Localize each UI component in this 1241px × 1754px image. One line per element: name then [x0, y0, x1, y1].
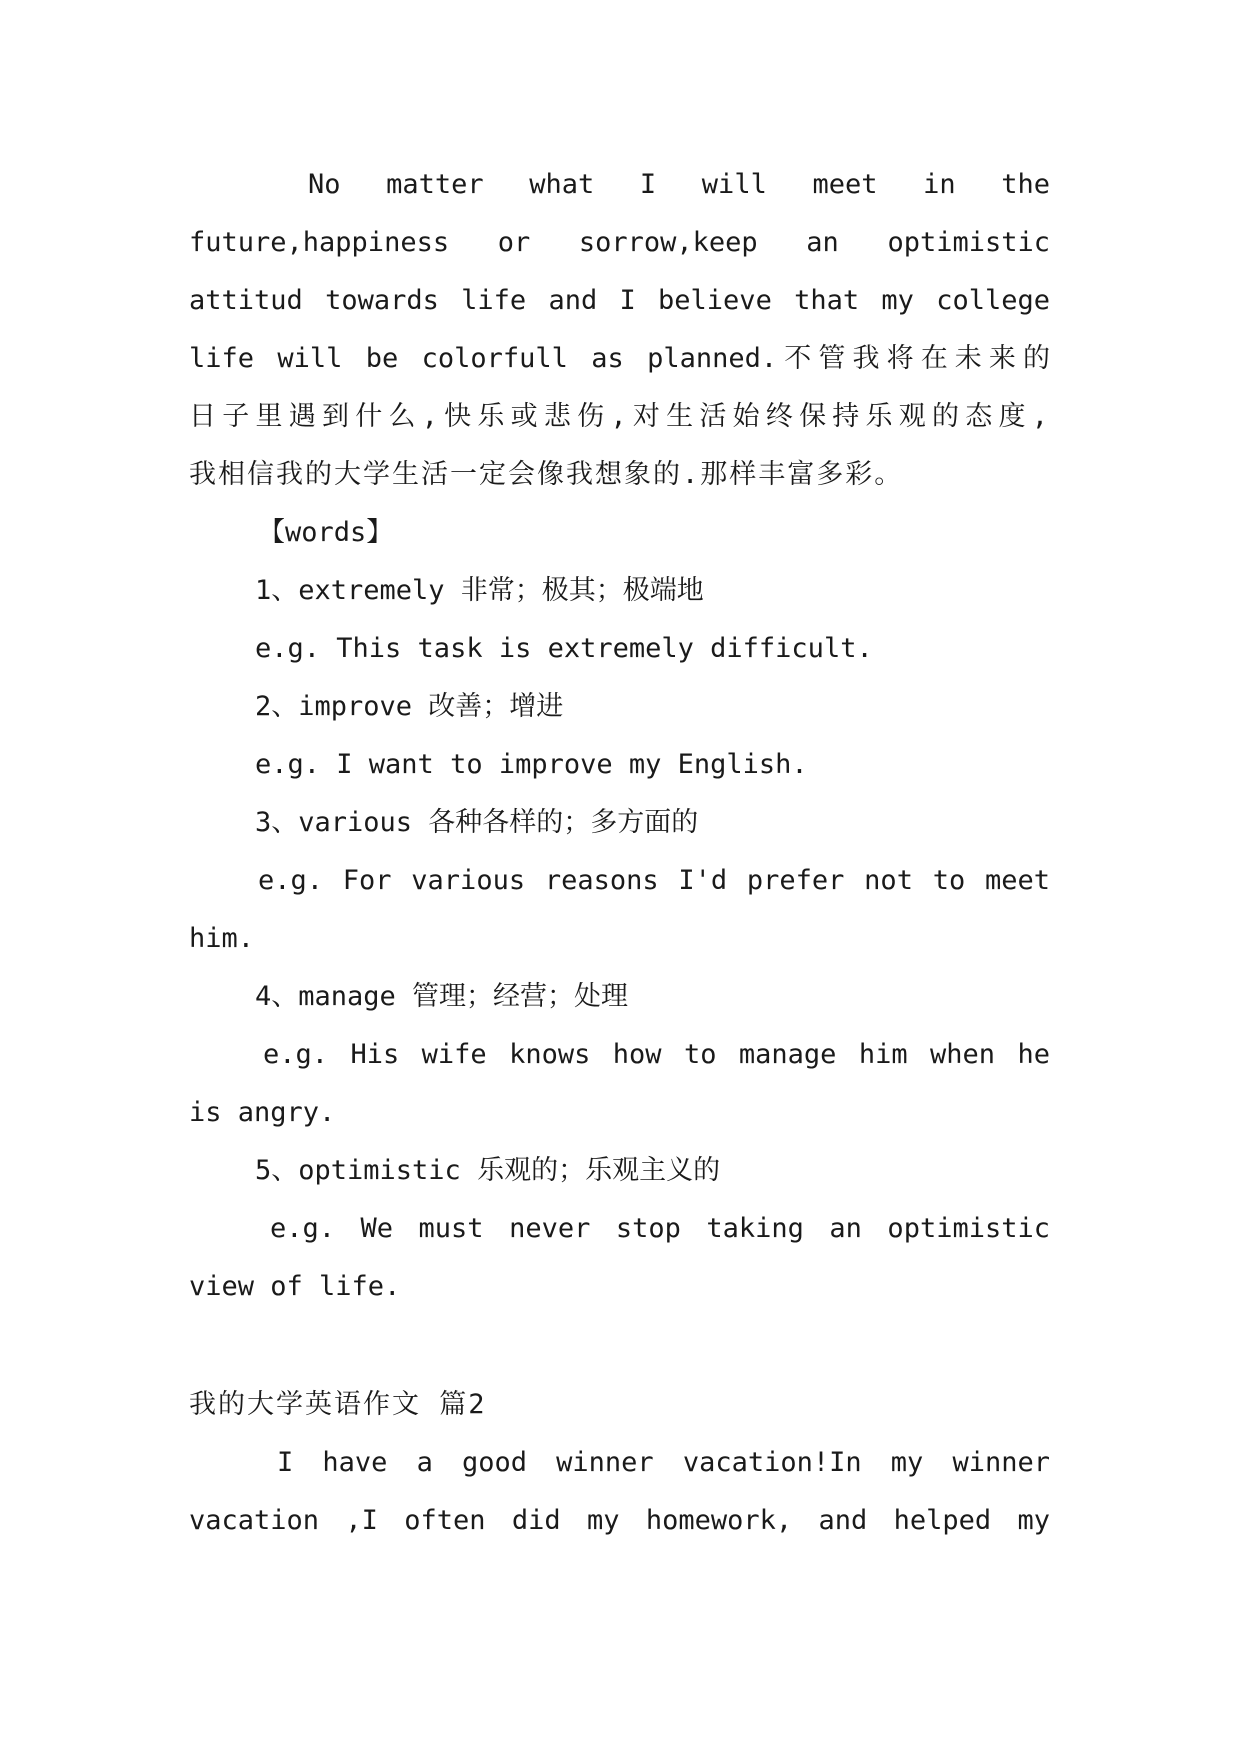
- word-term: 3、various 各种各样的；多方面的: [255, 807, 699, 838]
- paragraph-line: 我相信我的大学生活一定会像我想象的.那样丰富多彩。: [189, 459, 904, 490]
- paragraph-line: vacation ,I often did my homework, and helped my: [189, 1505, 1050, 1536]
- word-term: 2、improve 改善；增进: [255, 691, 564, 722]
- word-example: e.g. This task is extremely difficult.: [255, 633, 873, 664]
- words-heading: 【words】: [258, 517, 394, 548]
- paragraph-line: 日子里遇到什么,快乐或悲伤,对生活始终保持乐观的态度,: [189, 401, 1050, 432]
- word-term: 1、extremely 非常；极其；极端地: [255, 575, 704, 606]
- word-example: e.g. His wife knows how to manage him when he: [263, 1039, 1050, 1070]
- word-example: e.g. I want to improve my English.: [255, 749, 808, 780]
- word-example: view of life.: [189, 1271, 401, 1302]
- paragraph-line: future,happiness or sorrow,keep an optimistic: [189, 227, 1050, 258]
- section-title: 我的大学英语作文 篇2: [189, 1389, 487, 1420]
- paragraph-line: I have a good winner vacation!In my winner: [277, 1447, 1050, 1478]
- word-term: 4、manage 管理；经营；处理: [255, 981, 629, 1012]
- paragraph-line: attitud towards life and I believe that my college: [189, 285, 1050, 316]
- word-example: e.g. For various reasons I'd prefer not to meet: [258, 865, 1050, 896]
- word-term: 5、optimistic 乐观的；乐观主义的: [255, 1155, 721, 1186]
- paragraph-line: life will be colorfull as planned.不管我将在未来的: [189, 343, 1050, 374]
- word-example: him.: [189, 923, 255, 954]
- paragraph-line: No matter what I will meet in the: [308, 169, 1050, 200]
- word-example: e.g. We must never stop taking an optimistic: [270, 1213, 1050, 1244]
- word-example: is angry.: [189, 1097, 336, 1128]
